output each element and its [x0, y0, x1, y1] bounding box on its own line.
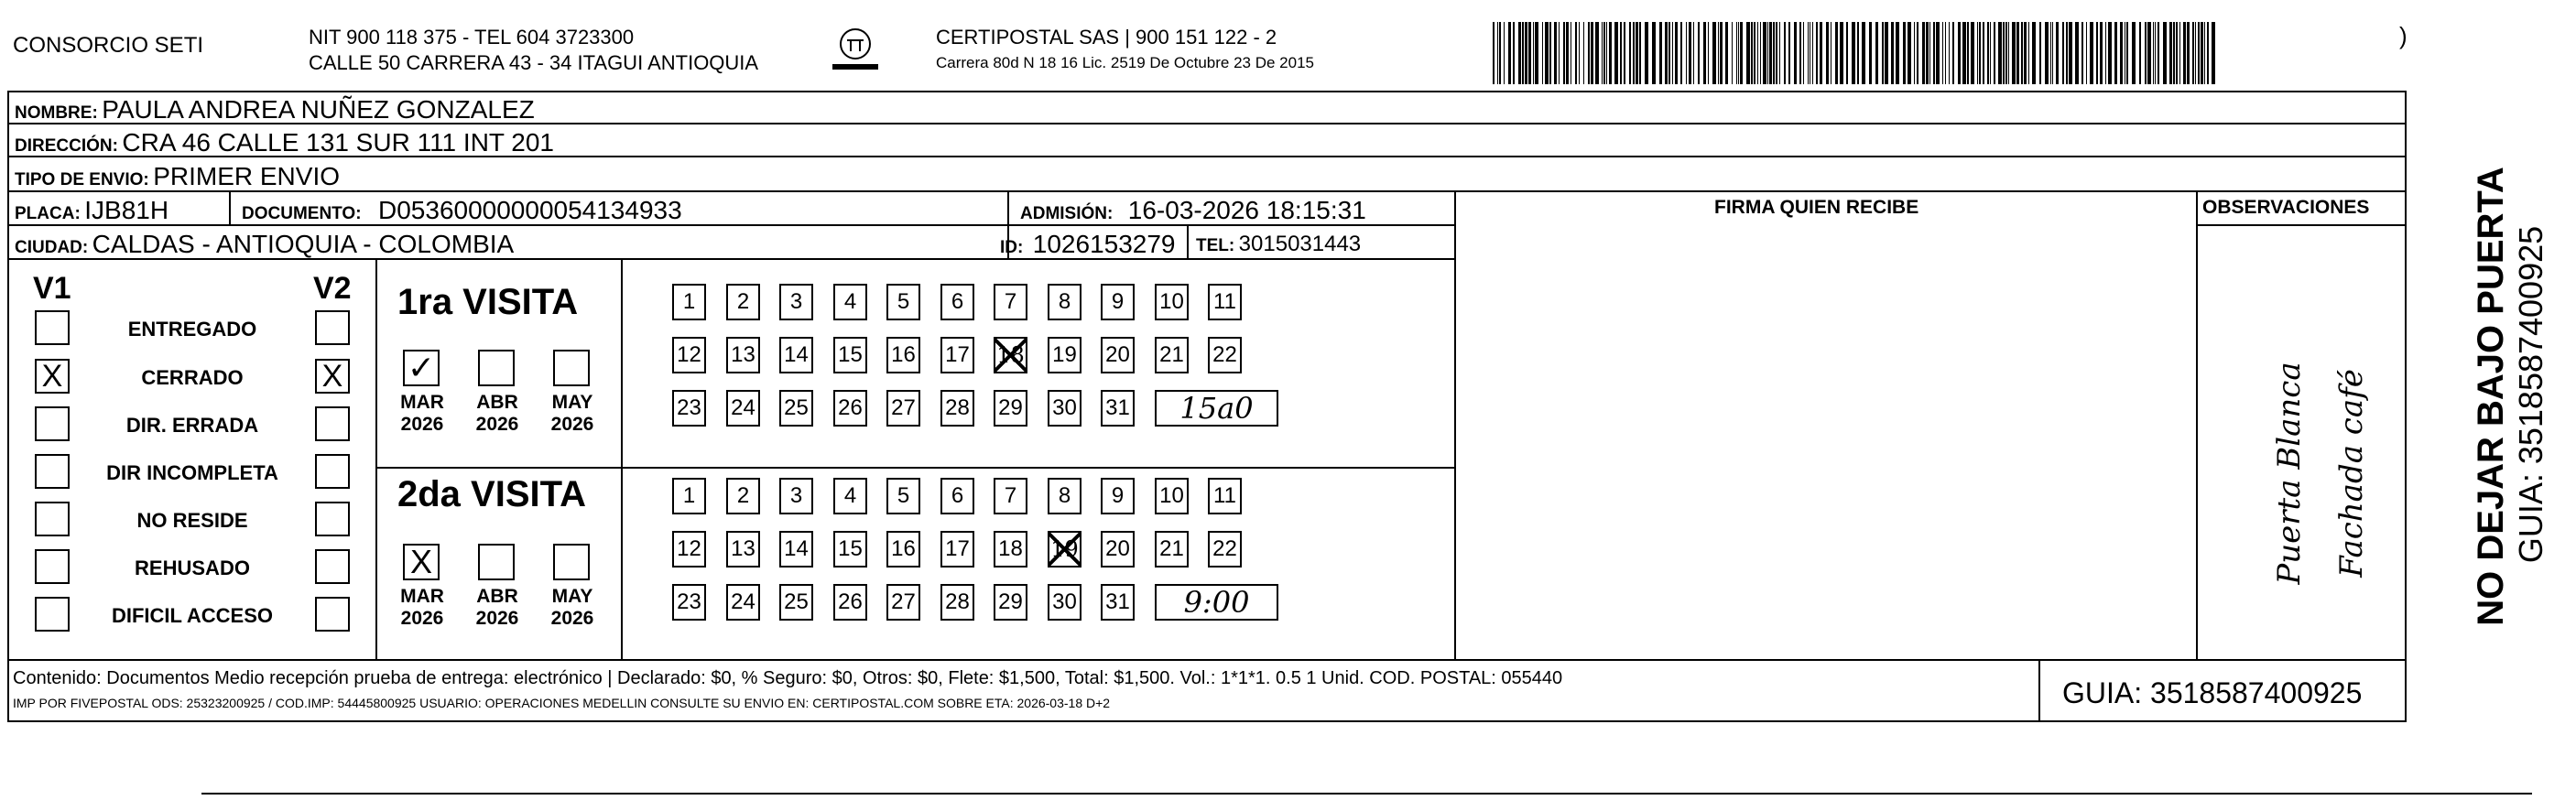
nit-line: NIT 900 118 375 - TEL 604 3723300 — [309, 26, 635, 49]
v2-label: V2 — [313, 271, 352, 306]
visit2-day-31[interactable]: 31 — [1101, 584, 1135, 621]
id-value: 1026153279 — [1032, 230, 1176, 258]
visit2-day-17[interactable]: 17 — [940, 531, 974, 568]
visit2-day-2[interactable]: 2 — [726, 478, 760, 514]
visit2-title: 2da VISITA — [397, 474, 586, 514]
v2-checkbox-5[interactable] — [315, 549, 350, 584]
visit1-day-20[interactable]: 20 — [1101, 337, 1135, 373]
visit1-day-7[interactable]: 7 — [994, 284, 1027, 320]
contenido-line: Contenido: Documentos Medio recepción prueba de entrega: electrónico | Declarado: $0, % Seguro: $0, Otros: $0, Flete: $1,500, Total: $1,500. Vol.: 1*1*1. 0.5 1 Unid. COD. POSTAL: 055440 — [13, 668, 1563, 688]
visit2-day-16[interactable]: 16 — [886, 531, 920, 568]
visit1-day-8[interactable]: 8 — [1048, 284, 1081, 320]
visit2-day-26[interactable]: 26 — [833, 584, 867, 621]
visit1-day-23[interactable]: 23 — [672, 390, 706, 427]
visit1-day-15[interactable]: 15 — [833, 337, 867, 373]
nombre-field — [15, 97, 535, 123]
observacion-line-2: Fachada café — [2333, 369, 2370, 578]
visit1-day-21[interactable]: 21 — [1155, 337, 1189, 373]
tel-label: TEL: — [1196, 236, 1235, 255]
v1-checkbox-2[interactable] — [35, 406, 70, 441]
visit1-day-6[interactable]: 6 — [940, 284, 974, 320]
v1-checkbox-1[interactable]: X — [35, 359, 70, 394]
visit1-day-26[interactable]: 26 — [833, 390, 867, 427]
visit1-month-checkbox-1[interactable] — [478, 350, 515, 386]
placa-label: PLACA: — [15, 204, 81, 223]
visit2-day-22[interactable]: 22 — [1208, 531, 1242, 568]
placa-value: IJB81H — [84, 196, 169, 224]
visit2-day-6[interactable]: 6 — [940, 478, 974, 514]
direccion-value: CRA 46 CALLE 131 SUR 111 INT 201 — [122, 128, 555, 157]
visit2-day-23[interactable]: 23 — [672, 584, 706, 621]
visit2-day-3[interactable]: 3 — [779, 478, 813, 514]
v1-label: V1 — [33, 271, 71, 306]
visit1-day-3[interactable]: 3 — [779, 284, 813, 320]
tipo-label: TIPO DE ENVIO: — [15, 170, 149, 189]
visit2-month-checkbox-0[interactable]: X — [403, 544, 440, 580]
v2-checkbox-6[interactable] — [315, 597, 350, 632]
visit1-month-checkbox-0[interactable]: ✓ — [403, 350, 440, 386]
certipostal-logo-icon — [829, 26, 882, 77]
visit2-day-1[interactable]: 1 — [672, 478, 706, 514]
observaciones-label: OBSERVACIONES — [2202, 197, 2370, 218]
visit1-day-10[interactable]: 10 — [1155, 284, 1189, 320]
visit2-year-label: 2026 — [550, 608, 594, 629]
visit2-day-29[interactable]: 29 — [994, 584, 1027, 621]
admision-value: 16-03-2026 18:15:31 — [1127, 196, 1366, 224]
visit1-day-31[interactable]: 31 — [1101, 390, 1135, 427]
visit1-day-19[interactable]: 19 — [1048, 337, 1081, 373]
visit1-day-11[interactable]: 11 — [1208, 284, 1242, 320]
visit2-month-checkbox-1[interactable] — [478, 544, 515, 580]
visit1-month-label: ABR — [476, 392, 518, 413]
firma-label: FIRMA QUIEN RECIBE — [1714, 197, 1919, 218]
status-item-label: DIR. ERRADA — [125, 414, 259, 437]
visit2-day-4[interactable]: 4 — [833, 478, 867, 514]
visit2-day-13[interactable]: 13 — [726, 531, 760, 568]
visit1-day-25[interactable]: 25 — [779, 390, 813, 427]
visit2-day-19[interactable] — [1048, 531, 1081, 568]
visit1-day-29[interactable]: 29 — [994, 390, 1027, 427]
side-notice: NO DEJAR BAJO PUERTA — [2471, 167, 2511, 626]
admision-label: ADMISIÓN: — [1020, 204, 1114, 223]
visit2-day-27[interactable]: 27 — [886, 584, 920, 621]
visit2-day-24[interactable]: 24 — [726, 584, 760, 621]
tel-field — [1196, 233, 1361, 255]
visit2-day-20[interactable]: 20 — [1101, 531, 1135, 568]
visit1-title: 1ra VISITA — [397, 282, 579, 322]
tel-value: 3015031443 — [1238, 232, 1362, 256]
documento-label: DOCUMENTO: — [242, 204, 362, 223]
visit2-day-21[interactable]: 21 — [1155, 531, 1189, 568]
visit1-day-9[interactable]: 9 — [1101, 284, 1135, 320]
bottom-rule — [201, 793, 2532, 795]
status-item-label: DIR INCOMPLETA — [106, 461, 278, 484]
documento-value: D05360000000054134933 — [378, 196, 682, 224]
license-line: Carrera 80d N 18 16 Lic. 2519 De Octubre 23 De 2015 — [936, 54, 1314, 71]
visit2-day-11[interactable]: 11 — [1208, 478, 1242, 514]
visit2-month-label: MAY — [551, 586, 593, 607]
visit1-day-22[interactable]: 22 — [1208, 337, 1242, 373]
status-item-label: ENTREGADO — [127, 318, 257, 341]
placa-field — [15, 198, 168, 223]
visit2-day-18[interactable]: 18 — [994, 531, 1027, 568]
side-guia: GUIA: 3518587400925 — [2512, 225, 2549, 564]
admision-field — [1020, 198, 1366, 223]
v2-checkbox-2[interactable] — [315, 406, 350, 441]
visit2-time-box[interactable]: 9:00 — [1155, 584, 1278, 621]
visit2-day-7[interactable]: 7 — [994, 478, 1027, 514]
v2-checkbox-3[interactable] — [315, 454, 350, 489]
visit2-day-28[interactable]: 28 — [940, 584, 974, 621]
visit1-day-27[interactable]: 27 — [886, 390, 920, 427]
visit2-month-label: MAR — [400, 586, 444, 607]
visit1-day-1[interactable]: 1 — [672, 284, 706, 320]
visit2-day-9[interactable]: 9 — [1101, 478, 1135, 514]
visit1-year-label: 2026 — [400, 414, 444, 435]
visit2-year-label: 2026 — [400, 608, 444, 629]
status-item-label: CERRADO — [141, 366, 244, 389]
visit1-month-label: MAR — [400, 392, 444, 413]
visit1-day-28[interactable]: 28 — [940, 390, 974, 427]
visit2-day-15[interactable]: 15 — [833, 531, 867, 568]
visit2-month-label: ABR — [476, 586, 518, 607]
v2-checkbox-1[interactable]: X — [315, 359, 350, 394]
v1-checkbox-3[interactable] — [35, 454, 70, 489]
visit1-time-box[interactable]: 15a0 — [1155, 390, 1278, 427]
ciudad-field — [15, 232, 514, 257]
visit1-day-12[interactable]: 12 — [672, 337, 706, 373]
visit1-day-18[interactable] — [994, 337, 1027, 373]
visit1-day-4[interactable]: 4 — [833, 284, 867, 320]
visit2-day-10[interactable]: 10 — [1155, 478, 1189, 514]
visit1-day-14[interactable]: 14 — [779, 337, 813, 373]
status-item-label: NO RESIDE — [136, 509, 248, 532]
visit1-day-2[interactable]: 2 — [726, 284, 760, 320]
id-field — [1000, 232, 1176, 257]
company-name: CONSORCIO SETI — [13, 33, 204, 58]
visit2-year-label: 2026 — [475, 608, 519, 629]
visit1-year-label: 2026 — [550, 414, 594, 435]
visit1-day-5[interactable]: 5 — [886, 284, 920, 320]
visit1-day-30[interactable]: 30 — [1048, 390, 1081, 427]
v1-checkbox-6[interactable] — [35, 597, 70, 632]
v2-checkbox-0[interactable] — [315, 310, 350, 345]
day-number: 18 — [996, 342, 1025, 368]
visit2-day-8[interactable]: 8 — [1048, 478, 1081, 514]
address-line: CALLE 50 CARRERA 43 - 34 ITAGUI ANTIOQUIA — [309, 51, 759, 74]
status-item-label: REHUSADO — [135, 557, 250, 579]
visit1-day-17[interactable]: 17 — [940, 337, 974, 373]
visit1-day-13[interactable]: 13 — [726, 337, 760, 373]
direccion-field — [15, 130, 554, 156]
visit1-day-16[interactable]: 16 — [886, 337, 920, 373]
nombre-label: NOMBRE: — [15, 103, 98, 123]
visit1-month-checkbox-2[interactable] — [553, 350, 590, 386]
visit1-year-label: 2026 — [475, 414, 519, 435]
nombre-value: PAULA ANDREA NUÑEZ GONZALEZ — [102, 95, 535, 124]
documento-field — [242, 198, 682, 223]
day-number: 19 — [1050, 536, 1079, 562]
imp-line: IMP POR FIVEPOSTAL ODS: 25323200925 / COD.IMP: 54445800925 USUARIO: OPERACIONES MEDELLIN CONSULTE SU ENVIO EN: CERTIPOSTAL.COM SOBRE ETA: 2026-03-18 D+2 — [13, 696, 1111, 710]
v2-checkbox-4[interactable] — [315, 502, 350, 536]
footer-guia: GUIA: 3518587400925 — [2062, 676, 2363, 709]
v1-checkbox-0[interactable] — [35, 310, 70, 345]
barcode-icon — [1493, 22, 2222, 84]
visit1-month-label: MAY — [551, 392, 593, 413]
tipo-field — [15, 164, 340, 189]
visit2-day-30[interactable]: 30 — [1048, 584, 1081, 621]
visit1-day-24[interactable]: 24 — [726, 390, 760, 427]
visit2-day-25[interactable]: 25 — [779, 584, 813, 621]
v1-checkbox-4[interactable] — [35, 502, 70, 536]
direccion-label: DIRECCIÓN: — [15, 136, 118, 156]
page-mark: ) — [2399, 22, 2408, 49]
ciudad-label: CIUDAD: — [15, 238, 89, 257]
v1-checkbox-5[interactable] — [35, 549, 70, 584]
visit2-day-12[interactable]: 12 — [672, 531, 706, 568]
visit2-day-14[interactable]: 14 — [779, 531, 813, 568]
tipo-value: PRIMER ENVIO — [153, 162, 341, 190]
status-item-label: DIFICIL ACCESO — [111, 604, 273, 627]
certipostal-line: CERTIPOSTAL SAS | 900 151 122 - 2 — [936, 26, 1277, 49]
visit2-month-checkbox-2[interactable] — [553, 544, 590, 580]
visit2-day-5[interactable]: 5 — [886, 478, 920, 514]
observacion-line-1: Puerta Blanca — [2271, 362, 2308, 585]
ciudad-value: CALDAS - ANTIOQUIA - COLOMBIA — [92, 230, 515, 258]
id-label: ID: — [1000, 238, 1024, 257]
